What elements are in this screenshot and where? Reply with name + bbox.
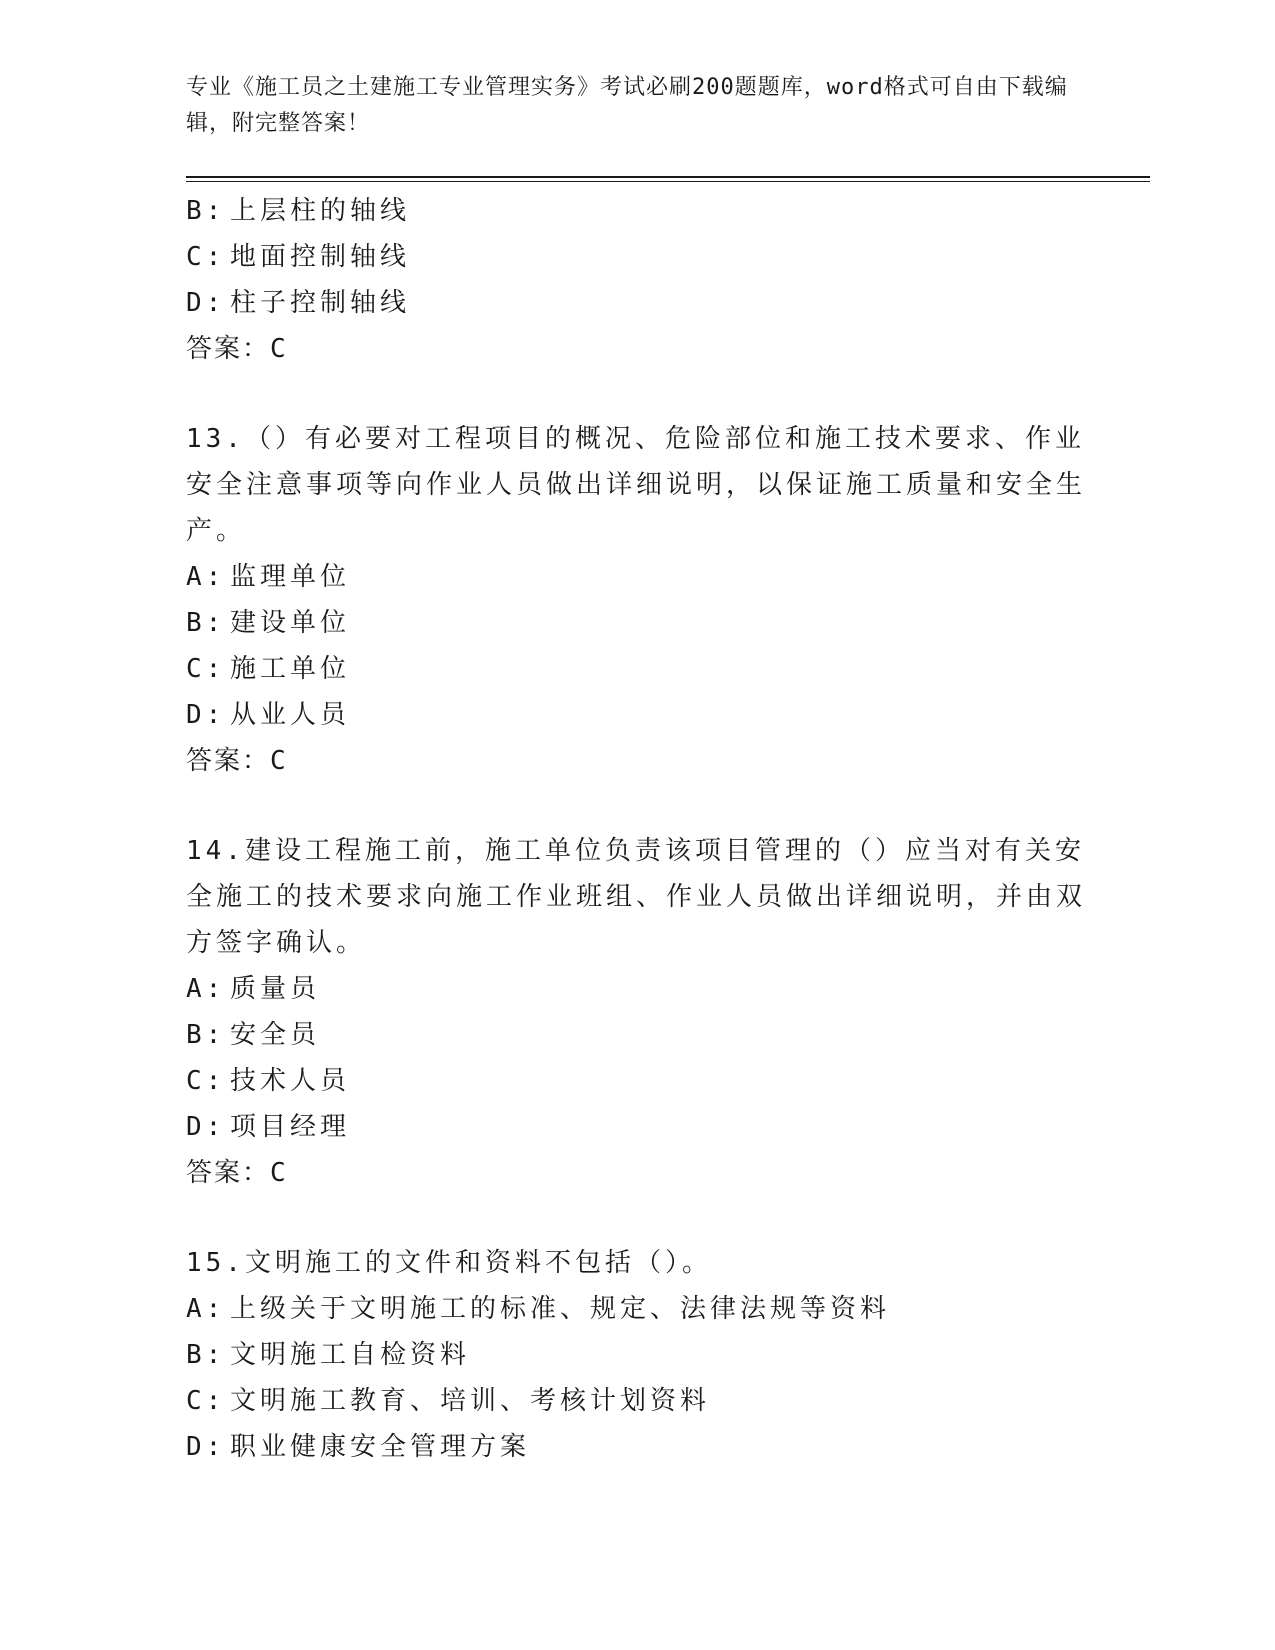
option-line (186, 280, 1086, 326)
option-line (186, 1058, 1086, 1104)
question-stem: 14.建设工程施工前，施工单位负责该项目管理的（）应当对有关安全施工的技术要求向施工作业班组、作业人员做出详细说明，并由双方签字确认。 (186, 836, 1087, 958)
option-line (186, 1332, 1086, 1378)
option-letter: A: (186, 974, 226, 1004)
option-line (186, 234, 1086, 280)
option-letter: B: (186, 1340, 226, 1370)
option-line (186, 1424, 1086, 1470)
option-line (186, 1104, 1086, 1150)
option-line (186, 646, 1086, 692)
prev-question-block (186, 188, 1086, 372)
option-text: 建设单位 (230, 608, 351, 638)
answer-line: 答案：C (186, 334, 288, 364)
option-line (186, 600, 1086, 646)
option-line (186, 1286, 1086, 1332)
question-block (186, 828, 1086, 1196)
answer-line: 答案：C (186, 1158, 288, 1188)
option-letter: C: (186, 654, 226, 684)
option-line (186, 1378, 1086, 1424)
question-stem: 15.文明施工的文件和资料不包括（）。 (186, 1248, 712, 1278)
option-text: 质量员 (230, 974, 321, 1004)
option-letter: D: (186, 288, 226, 318)
option-letter: A: (186, 1294, 226, 1324)
option-line (186, 692, 1086, 738)
option-line (186, 1012, 1086, 1058)
option-letter: C: (186, 1066, 226, 1096)
header-rule-thin (186, 181, 1150, 182)
option-letter: B: (186, 196, 226, 226)
option-text: 文明施工自检资料 (230, 1340, 471, 1370)
question-content (186, 188, 1086, 1470)
option-text: 上级关于文明施工的标准、规定、法律法规等资料 (230, 1294, 891, 1324)
answer-line: 答案：C (186, 746, 288, 776)
option-text: 上层柱的轴线 (230, 196, 411, 226)
option-text: 职业健康安全管理方案 (230, 1432, 531, 1462)
option-text: 柱子控制轴线 (230, 288, 411, 318)
option-letter: C: (186, 1386, 226, 1416)
option-text: 监理单位 (230, 562, 351, 592)
option-letter: B: (186, 1020, 226, 1050)
option-letter: C: (186, 242, 226, 272)
option-text: 从业人员 (230, 700, 351, 730)
option-letter: D: (186, 1112, 226, 1142)
option-text: 地面控制轴线 (230, 242, 411, 272)
option-text: 项目经理 (230, 1112, 351, 1142)
option-letter: D: (186, 1432, 226, 1462)
option-letter: A: (186, 562, 226, 592)
document-header: 专业《施工员之土建施工专业管理实务》考试必刷200题题库，word格式可自由下载编辑，附完整答案！ (186, 75, 1068, 136)
option-text: 施工单位 (230, 654, 351, 684)
header-rule-thick (186, 176, 1150, 178)
option-letter: D: (186, 700, 226, 730)
question-block (186, 1240, 1086, 1470)
option-line (186, 554, 1086, 600)
option-letter: B: (186, 608, 226, 638)
question-block (186, 416, 1086, 784)
option-text: 安全员 (230, 1020, 321, 1050)
question-stem: 13.（）有必要对工程项目的概况、危险部位和施工技术要求、作业安全注意事项等向作业人员做出详细说明，以保证施工质量和安全生产。 (186, 424, 1087, 546)
option-text: 文明施工教育、培训、考核计划资料 (230, 1386, 711, 1416)
option-line (186, 188, 1086, 234)
option-text: 技术人员 (230, 1066, 351, 1096)
option-line (186, 966, 1086, 1012)
